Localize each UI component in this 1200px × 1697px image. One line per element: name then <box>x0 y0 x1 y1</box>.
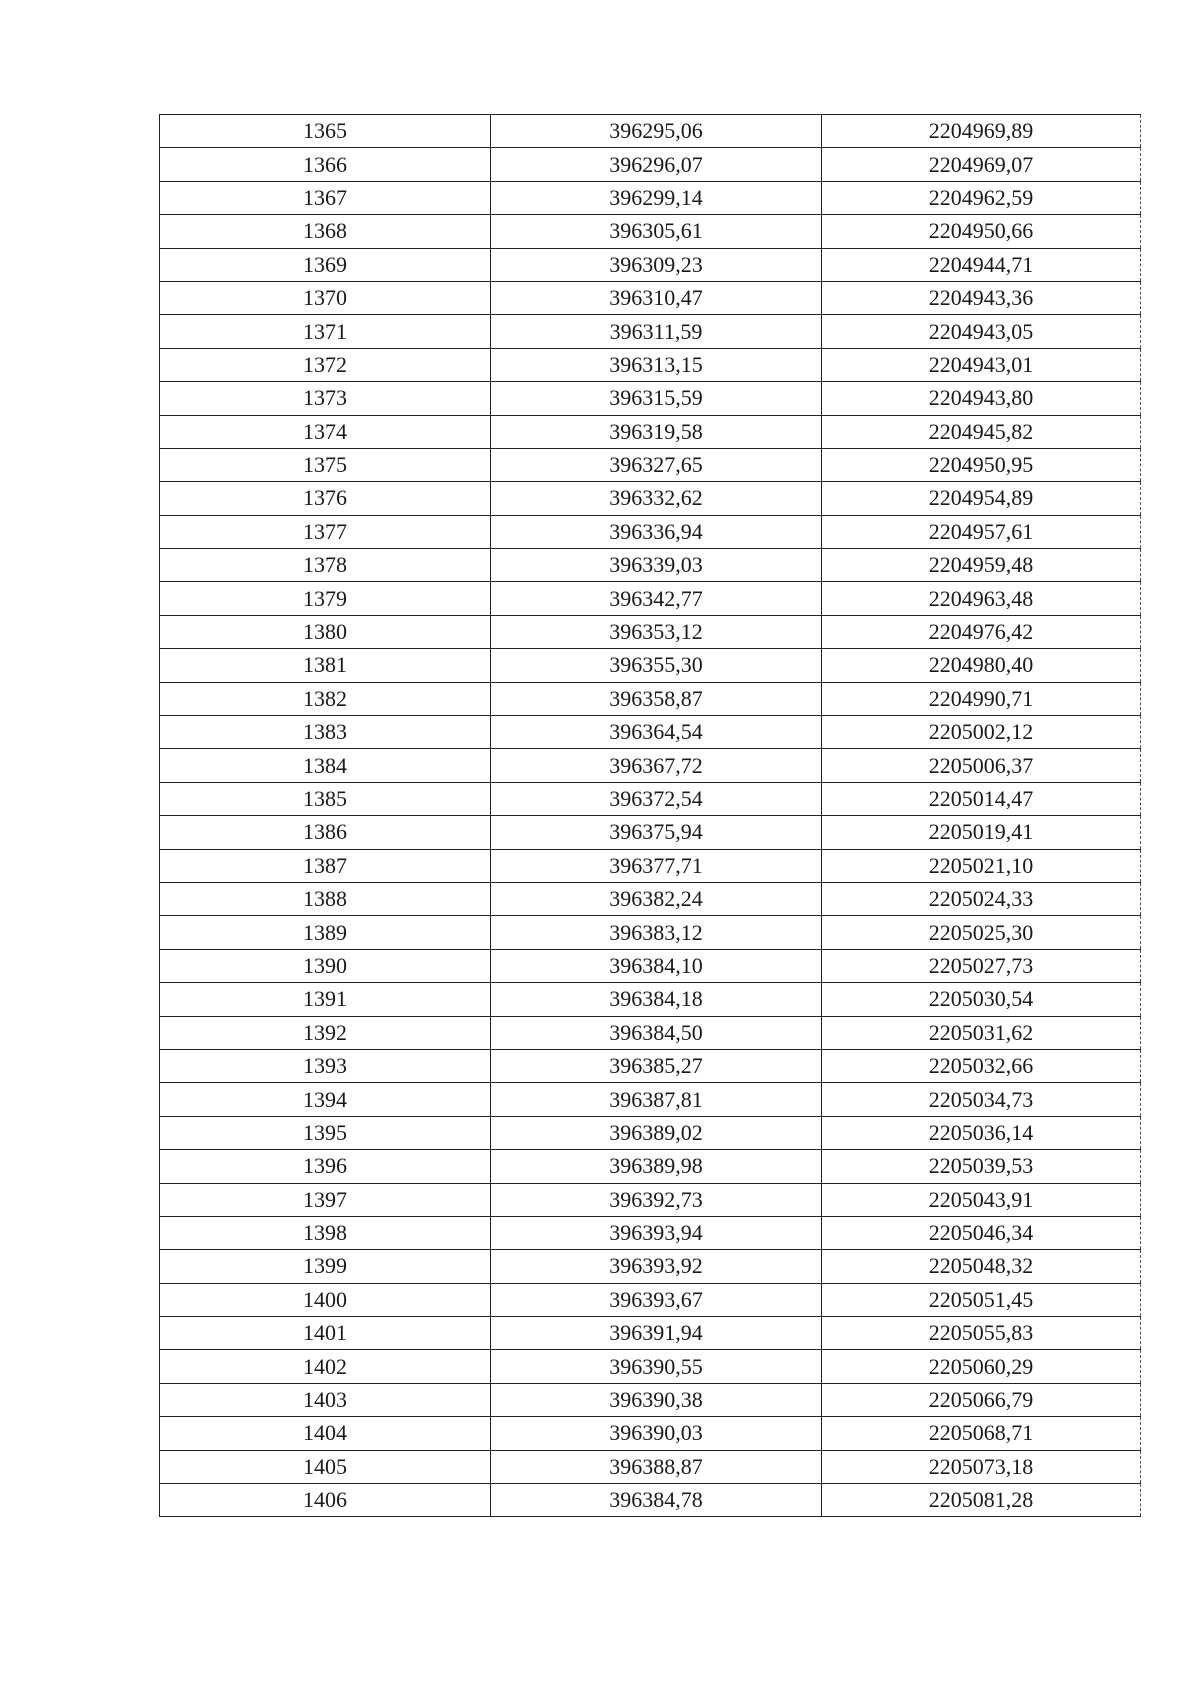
y-coordinate-cell: 2204969,89 <box>822 115 1141 148</box>
table-row <box>160 1417 1141 1450</box>
table-row <box>160 348 1141 381</box>
y-coordinate-cell: 2204950,66 <box>822 215 1141 248</box>
table-row <box>160 916 1141 949</box>
point-number-cell: 1400 <box>160 1283 491 1316</box>
x-coordinate-cell: 396310,47 <box>491 281 822 314</box>
point-number-cell: 1369 <box>160 248 491 281</box>
table-row <box>160 448 1141 481</box>
point-number-cell: 1381 <box>160 649 491 682</box>
table-row <box>160 1150 1141 1183</box>
x-coordinate-cell: 396309,23 <box>491 248 822 281</box>
point-number-cell: 1397 <box>160 1183 491 1216</box>
table-row <box>160 615 1141 648</box>
x-coordinate-cell: 396339,03 <box>491 549 822 582</box>
point-number-cell: 1382 <box>160 682 491 715</box>
point-number-cell: 1399 <box>160 1250 491 1283</box>
table-row <box>160 716 1141 749</box>
point-number-cell: 1404 <box>160 1417 491 1450</box>
x-coordinate-cell: 396393,67 <box>491 1283 822 1316</box>
y-coordinate-cell: 2205046,34 <box>822 1216 1141 1249</box>
coordinates-table-body <box>160 115 1141 1517</box>
table-row <box>160 1083 1141 1116</box>
x-coordinate-cell: 396305,61 <box>491 215 822 248</box>
point-number-cell: 1380 <box>160 615 491 648</box>
point-number-cell: 1383 <box>160 716 491 749</box>
table-row <box>160 215 1141 248</box>
y-coordinate-cell: 2204944,71 <box>822 248 1141 281</box>
table-row <box>160 1116 1141 1149</box>
x-coordinate-cell: 396389,98 <box>491 1150 822 1183</box>
x-coordinate-cell: 396385,27 <box>491 1049 822 1082</box>
point-number-cell: 1385 <box>160 782 491 815</box>
y-coordinate-cell: 2205051,45 <box>822 1283 1141 1316</box>
table-row <box>160 816 1141 849</box>
table-row <box>160 1250 1141 1283</box>
table-row <box>160 949 1141 982</box>
table-row <box>160 582 1141 615</box>
y-coordinate-cell: 2205039,53 <box>822 1150 1141 1183</box>
table-row <box>160 415 1141 448</box>
x-coordinate-cell: 396390,55 <box>491 1350 822 1383</box>
x-coordinate-cell: 396358,87 <box>491 682 822 715</box>
x-coordinate-cell: 396319,58 <box>491 415 822 448</box>
y-coordinate-cell: 2204957,61 <box>822 515 1141 548</box>
x-coordinate-cell: 396327,65 <box>491 448 822 481</box>
x-coordinate-cell: 396387,81 <box>491 1083 822 1116</box>
point-number-cell: 1367 <box>160 181 491 214</box>
point-number-cell: 1372 <box>160 348 491 381</box>
x-coordinate-cell: 396295,06 <box>491 115 822 148</box>
x-coordinate-cell: 396313,15 <box>491 348 822 381</box>
table-row <box>160 1016 1141 1049</box>
point-number-cell: 1389 <box>160 916 491 949</box>
y-coordinate-cell: 2205060,29 <box>822 1350 1141 1383</box>
point-number-cell: 1402 <box>160 1350 491 1383</box>
x-coordinate-cell: 396311,59 <box>491 315 822 348</box>
y-coordinate-cell: 2205043,91 <box>822 1183 1141 1216</box>
x-coordinate-cell: 396367,72 <box>491 749 822 782</box>
point-number-cell: 1405 <box>160 1450 491 1483</box>
table-row <box>160 882 1141 915</box>
point-number-cell: 1406 <box>160 1484 491 1517</box>
table-row <box>160 549 1141 582</box>
table-row <box>160 482 1141 515</box>
x-coordinate-cell: 396315,59 <box>491 382 822 415</box>
y-coordinate-cell: 2204962,59 <box>822 181 1141 214</box>
y-coordinate-cell: 2205036,14 <box>822 1116 1141 1149</box>
x-coordinate-cell: 396336,94 <box>491 515 822 548</box>
x-coordinate-cell: 396353,12 <box>491 615 822 648</box>
point-number-cell: 1375 <box>160 448 491 481</box>
x-coordinate-cell: 396342,77 <box>491 582 822 615</box>
point-number-cell: 1374 <box>160 415 491 448</box>
table-row <box>160 1216 1141 1249</box>
y-coordinate-cell: 2205068,71 <box>822 1417 1141 1450</box>
x-coordinate-cell: 396390,03 <box>491 1417 822 1450</box>
point-number-cell: 1403 <box>160 1383 491 1416</box>
y-coordinate-cell: 2204950,95 <box>822 448 1141 481</box>
x-coordinate-cell: 396384,78 <box>491 1484 822 1517</box>
y-coordinate-cell: 2204954,89 <box>822 482 1141 515</box>
y-coordinate-cell: 2205073,18 <box>822 1450 1141 1483</box>
point-number-cell: 1398 <box>160 1216 491 1249</box>
point-number-cell: 1393 <box>160 1049 491 1082</box>
table-row <box>160 115 1141 148</box>
point-number-cell: 1394 <box>160 1083 491 1116</box>
y-coordinate-cell: 2204969,07 <box>822 148 1141 181</box>
point-number-cell: 1388 <box>160 882 491 915</box>
y-coordinate-cell: 2205032,66 <box>822 1049 1141 1082</box>
table-row <box>160 649 1141 682</box>
y-coordinate-cell: 2205031,62 <box>822 1016 1141 1049</box>
table-row <box>160 1049 1141 1082</box>
table-row <box>160 682 1141 715</box>
x-coordinate-cell: 396383,12 <box>491 916 822 949</box>
table-row <box>160 148 1141 181</box>
x-coordinate-cell: 396372,54 <box>491 782 822 815</box>
point-number-cell: 1401 <box>160 1317 491 1350</box>
y-coordinate-cell: 2205027,73 <box>822 949 1141 982</box>
x-coordinate-cell: 396299,14 <box>491 181 822 214</box>
y-coordinate-cell: 2205034,73 <box>822 1083 1141 1116</box>
y-coordinate-cell: 2204943,36 <box>822 281 1141 314</box>
x-coordinate-cell: 396296,07 <box>491 148 822 181</box>
coordinates-table <box>159 114 1141 1517</box>
y-coordinate-cell: 2204943,05 <box>822 315 1141 348</box>
x-coordinate-cell: 396390,38 <box>491 1383 822 1416</box>
y-coordinate-cell: 2205019,41 <box>822 816 1141 849</box>
table-row <box>160 849 1141 882</box>
table-row <box>160 315 1141 348</box>
y-coordinate-cell: 2205030,54 <box>822 983 1141 1016</box>
y-coordinate-cell: 2204990,71 <box>822 682 1141 715</box>
table-row <box>160 1350 1141 1383</box>
table-row <box>160 181 1141 214</box>
x-coordinate-cell: 396355,30 <box>491 649 822 682</box>
x-coordinate-cell: 396375,94 <box>491 816 822 849</box>
point-number-cell: 1391 <box>160 983 491 1016</box>
y-coordinate-cell: 2204976,42 <box>822 615 1141 648</box>
y-coordinate-cell: 2205014,47 <box>822 782 1141 815</box>
table-row <box>160 782 1141 815</box>
x-coordinate-cell: 396388,87 <box>491 1450 822 1483</box>
point-number-cell: 1368 <box>160 215 491 248</box>
y-coordinate-cell: 2205066,79 <box>822 1383 1141 1416</box>
point-number-cell: 1366 <box>160 148 491 181</box>
x-coordinate-cell: 396389,02 <box>491 1116 822 1149</box>
table-row <box>160 281 1141 314</box>
table-row <box>160 515 1141 548</box>
y-coordinate-cell: 2204945,82 <box>822 415 1141 448</box>
point-number-cell: 1384 <box>160 749 491 782</box>
table-row <box>160 1484 1141 1517</box>
point-number-cell: 1371 <box>160 315 491 348</box>
point-number-cell: 1395 <box>160 1116 491 1149</box>
x-coordinate-cell: 396384,18 <box>491 983 822 1016</box>
point-number-cell: 1376 <box>160 482 491 515</box>
y-coordinate-cell: 2205006,37 <box>822 749 1141 782</box>
point-number-cell: 1378 <box>160 549 491 582</box>
y-coordinate-cell: 2204980,40 <box>822 649 1141 682</box>
x-coordinate-cell: 396332,62 <box>491 482 822 515</box>
x-coordinate-cell: 396382,24 <box>491 882 822 915</box>
table-row <box>160 1383 1141 1416</box>
y-coordinate-cell: 2205024,33 <box>822 882 1141 915</box>
point-number-cell: 1379 <box>160 582 491 615</box>
x-coordinate-cell: 396393,94 <box>491 1216 822 1249</box>
x-coordinate-cell: 396391,94 <box>491 1317 822 1350</box>
y-coordinate-cell: 2204943,80 <box>822 382 1141 415</box>
y-coordinate-cell: 2205021,10 <box>822 849 1141 882</box>
y-coordinate-cell: 2205055,83 <box>822 1317 1141 1350</box>
x-coordinate-cell: 396393,92 <box>491 1250 822 1283</box>
y-coordinate-cell: 2205025,30 <box>822 916 1141 949</box>
table-row <box>160 1283 1141 1316</box>
point-number-cell: 1365 <box>160 115 491 148</box>
point-number-cell: 1386 <box>160 816 491 849</box>
table-row <box>160 248 1141 281</box>
y-coordinate-cell: 2205048,32 <box>822 1250 1141 1283</box>
x-coordinate-cell: 396377,71 <box>491 849 822 882</box>
table-row <box>160 1183 1141 1216</box>
table-row <box>160 1450 1141 1483</box>
x-coordinate-cell: 396392,73 <box>491 1183 822 1216</box>
point-number-cell: 1396 <box>160 1150 491 1183</box>
y-coordinate-cell: 2205002,12 <box>822 716 1141 749</box>
table-row <box>160 749 1141 782</box>
y-coordinate-cell: 2204963,48 <box>822 582 1141 615</box>
y-coordinate-cell: 2205081,28 <box>822 1484 1141 1517</box>
point-number-cell: 1370 <box>160 281 491 314</box>
y-coordinate-cell: 2204959,48 <box>822 549 1141 582</box>
x-coordinate-cell: 396364,54 <box>491 716 822 749</box>
point-number-cell: 1387 <box>160 849 491 882</box>
point-number-cell: 1390 <box>160 949 491 982</box>
point-number-cell: 1377 <box>160 515 491 548</box>
point-number-cell: 1392 <box>160 1016 491 1049</box>
point-number-cell: 1373 <box>160 382 491 415</box>
table-row <box>160 1317 1141 1350</box>
x-coordinate-cell: 396384,50 <box>491 1016 822 1049</box>
table-row <box>160 382 1141 415</box>
table-row <box>160 983 1141 1016</box>
y-coordinate-cell: 2204943,01 <box>822 348 1141 381</box>
x-coordinate-cell: 396384,10 <box>491 949 822 982</box>
